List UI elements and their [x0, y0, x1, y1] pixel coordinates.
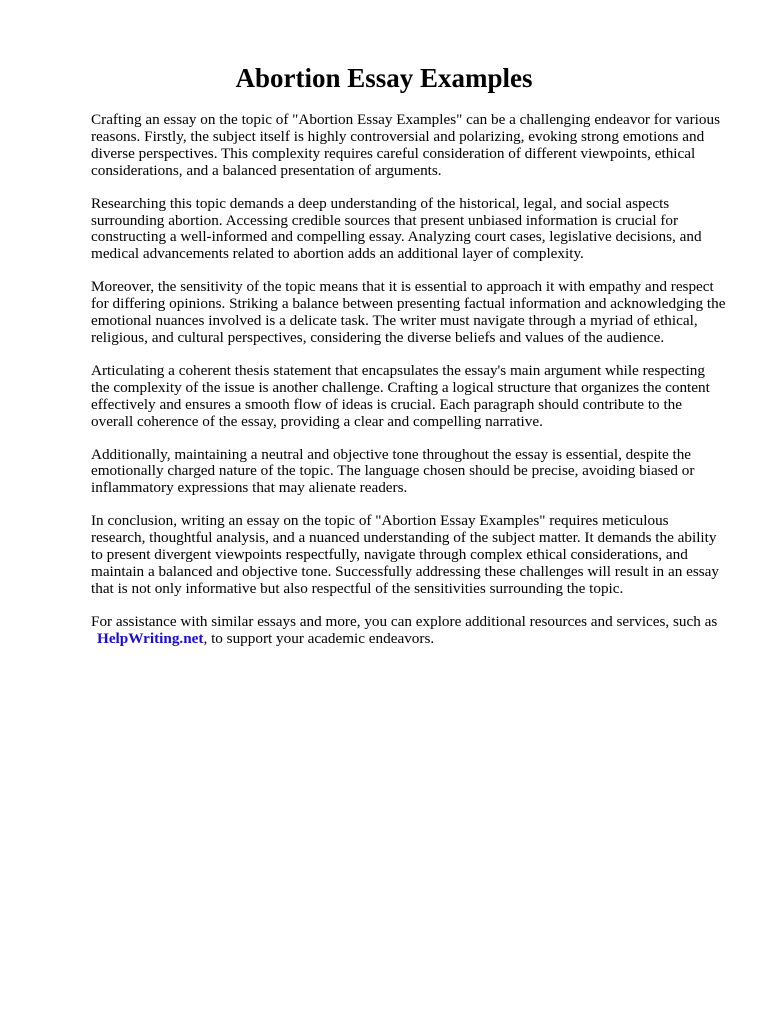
closing-text-before: For assistance with similar essays and more, you can explore additional resources and services, such as — [91, 612, 718, 630]
paragraph-research: Researching this topic demands a deep understanding of the historical, legal, and social aspects surrounding abortion. Accessing credible sources that present unbiased information is crucial for constructing a well-informed and compelling essay. Analyzing court cases, legislative decisions, and medical advancements related to abortion adds an additional layer of complexity. — [91, 194, 702, 263]
paragraph-tone: Additionally, maintaining a neutral and objective tone throughout the essay is essential, despite the emotionally charged nature of the topic. The language chosen should be precise, avoiding biased or inflammatory expressions that may alienate readers. — [91, 445, 695, 497]
paragraph-sensitivity: Moreover, the sensitivity of the topic means that it is essential to approach it with empathy and respect for differing opinions. Striking a balance between presenting factual information and acknowledging the emotional nuances involved is a delicate task. The writer must navigate through a myriad of ethical, religious, and cultural perspectives, considering the diverse beliefs and values of the audience. — [91, 278, 726, 346]
helpwriting-link[interactable]: HelpWriting.net — [97, 629, 204, 647]
closing-text-after: , to support your academic endeavors. — [203, 629, 435, 647]
paragraph-closing — [91, 614, 726, 648]
document-title: Abortion Essay Examples — [235, 63, 533, 93]
paragraph-intro: Crafting an essay on the topic of "Abortion Essay Examples" can be a challenging endeavor for various reasons. Firstly, the subject itself is highly controversial and polarizing, evoking strong emotions and diverse perspectives. This complexity requires careful consideration of different viewpoints, ethical considerations, and a balanced presentation of arguments. — [91, 111, 720, 179]
paragraph-conclusion: In conclusion, writing an essay on the topic of "Abortion Essay Examples" requires meticulous research, thoughtful analysis, and a nuanced understanding of the subject matter. It demands the ability to present divergent viewpoints respectfully, navigate through complex ethical considerations, and maintain a balanced and objective tone. Successfully addressing these challenges will result in an essay that is not only informative but also respectful of the sensitivities surrounding the topic. — [91, 512, 719, 597]
paragraph-thesis: Articulating a coherent thesis statement that encapsulates the essay's main argument while respecting the complexity of the issue is another challenge. Crafting a logical structure that organizes the content effectively and ensures a smooth flow of ideas is crucial. Each paragraph should contribute to the overall coherence of the essay, providing a clear and compelling narrative. — [91, 361, 710, 430]
